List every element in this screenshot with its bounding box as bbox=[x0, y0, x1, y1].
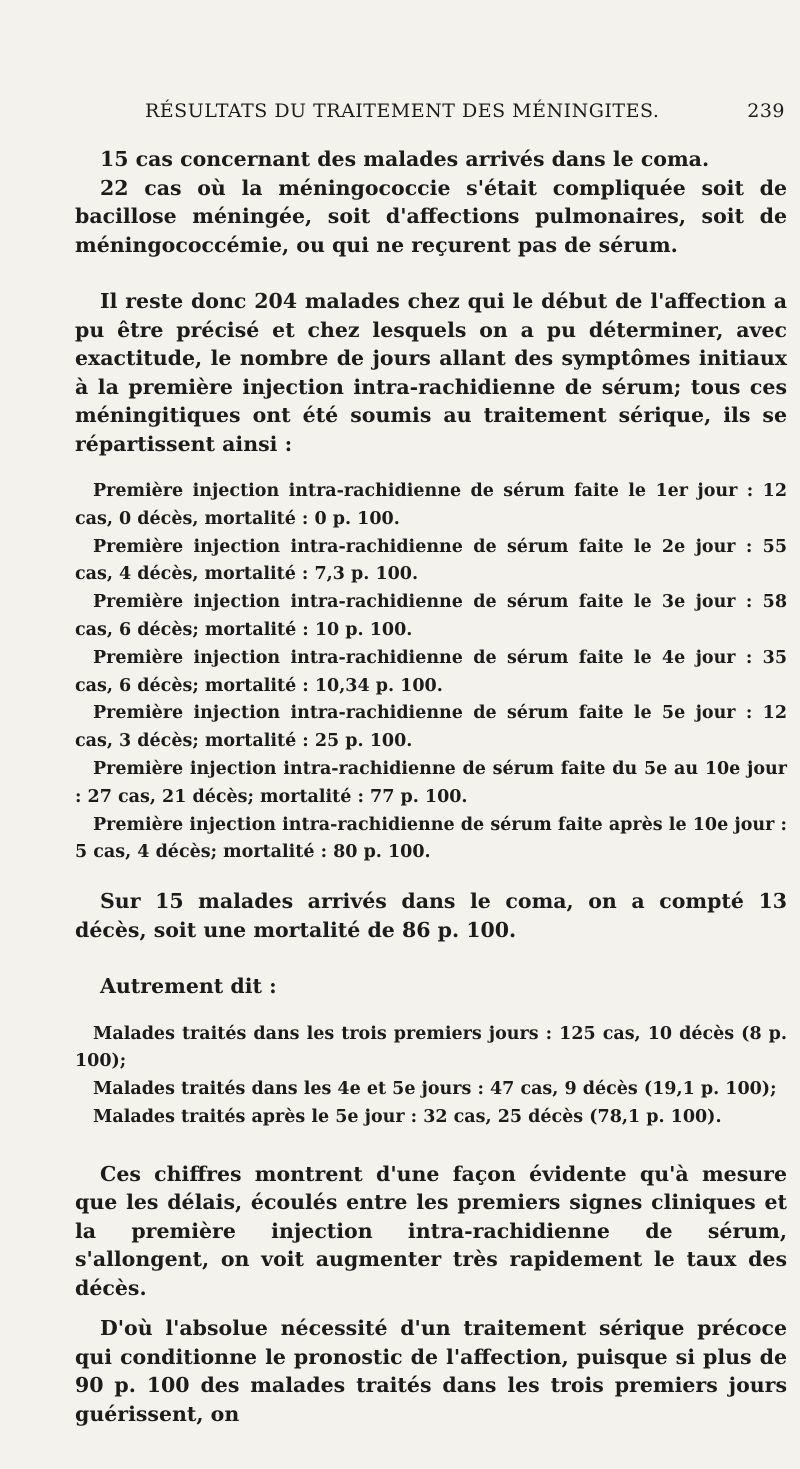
page-content bbox=[75, 145, 787, 1428]
list-item: Malades traités dans les trois premiers jours : 125 cas, 10 décès (8 p. 100); bbox=[75, 1023, 787, 1072]
page-number: 239 bbox=[747, 100, 785, 122]
summary-list bbox=[75, 1021, 787, 1132]
list-item: Première injection intra-rachidienne de sérum faite le 2e jour : 55 cas, 4 décès, mortalité : 7,3 p. 100. bbox=[75, 536, 787, 585]
list-item: Première injection intra-rachidienne de sérum faite le 4e jour : 35 cas, 6 décès; mortalité : 10,34 p. 100. bbox=[75, 647, 787, 696]
list-item: Malades traités dans les 4e et 5e jours : 47 cas, 9 décès (19,1 p. 100); bbox=[93, 1079, 777, 1100]
list-item: Première injection intra-rachidienne de sérum faite le 3e jour : 58 cas, 6 décès; mortalité : 10 p. 100. bbox=[75, 592, 787, 640]
paragraph-conclusion: D'où l'absolue nécessité d'un traitement sérique précoce qui conditionne le pronostic de l'affection, puisque si plus de 90 p. 100 des malades traités dans les trois premiers jours guérissent, on bbox=[75, 1316, 787, 1426]
coma-mortality-paragraph: Sur 15 malades arrivés dans le coma, on a compté 13 décès, soit une mortalité de 86 p. 100. bbox=[75, 889, 787, 942]
list-item: Première injection intra-rachidienne de sérum faite du 5e au 10e jour : 27 cas, 21 décès; mortalité : 77 p. 100. bbox=[75, 758, 787, 807]
paragraph-remaining-patients: Il reste donc 204 malades chez qui le début de l'affection a pu être précisé et chez lesquels on a pu déterminer, avec exactitude, le nombre de jours allant des symptômes initiaux à la première injection intra-rachidienne de sérum; tous ces méningitiques ont été soumis au traitement sérique, ils se répartissent ainsi : bbox=[75, 289, 787, 456]
list-item: Première injection intra-rachidienne de sérum faite après le 10e jour : 5 cas, 4 décès; mortalité : 80 p. 100. bbox=[75, 814, 787, 863]
list-item: Première injection intra-rachidienne de sérum faite le 5e jour : 12 cas, 3 décès; mortalité : 25 p. 100. bbox=[75, 703, 787, 752]
list-item: Première injection intra-rachidienne de sérum faite le 1er jour : 12 cas, 0 décès, mortalité : 0 p. 100. bbox=[75, 481, 787, 529]
injection-day-list bbox=[75, 478, 787, 867]
complicated-cases-line: 22 cas où la méningococcie s'était compliquée soit de bacillose méningée, soit d'affections pulmonaires, soit de méningococcémie, ou qui ne reçurent pas de sérum. bbox=[75, 175, 787, 257]
coma-cases-line: 15 cas concernant des malades arrivés dans le coma. bbox=[100, 147, 710, 171]
running-title: RÉSULTATS DU TRAITEMENT DES MÉNINGITES. bbox=[145, 100, 660, 122]
autrement-dit-heading: Autrement dit : bbox=[100, 974, 277, 999]
paragraph-delays: Ces chiffres montrent d'une façon évidente qu'à mesure que les délais, écoulés entre les premiers signes cliniques et la première injection intra-rachidienne de sérum, s'allongent, on voit augmenter très rapidement le taux des décès. bbox=[75, 1161, 787, 1300]
list-item: Malades traités après le 5e jour : 32 cas, 25 décès (78,1 p. 100). bbox=[93, 1107, 722, 1128]
